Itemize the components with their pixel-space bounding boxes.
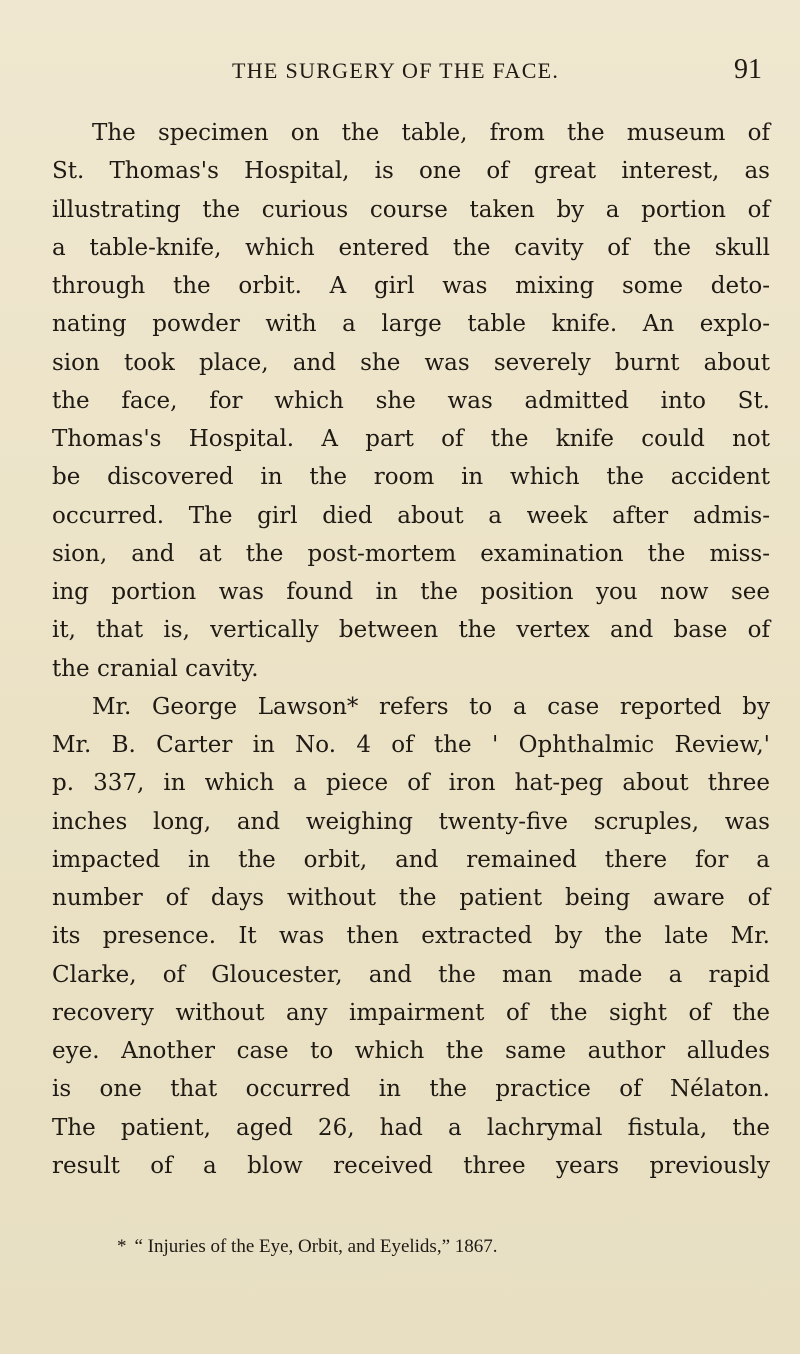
text-line: St. Thomas's Hospital, is one of great interest, as <box>52 158 770 185</box>
text-line: eye. Another case to which the same author alludes <box>52 1038 770 1064</box>
text-line: is one that occurred in the practice of Nélaton. <box>52 1076 770 1103</box>
text-line: a table-knife, which entered the cavity of the skull <box>52 234 770 261</box>
text-line: illustrating the curious course taken by a portion of <box>52 196 770 223</box>
text-line: impacted in the orbit, and remained there for a <box>52 846 770 873</box>
text-line: result of a blow received three years previously <box>52 1152 770 1179</box>
text-line: Thomas's Hospital. A part of the knife could not <box>52 426 770 452</box>
text-line: through the orbit. A girl was mixing some deto- <box>52 273 770 299</box>
text-line: sion took place, and she was severely burnt about <box>52 349 770 376</box>
text-line: the cranial cavity. <box>52 655 259 682</box>
text-line: be discovered in the room in which the accident <box>52 464 770 491</box>
text-line: the face, for which she was admitted into St. <box>52 387 770 414</box>
page-number: 91 <box>734 54 762 85</box>
text-line: number of days without the patient being aware of <box>52 885 770 911</box>
footnote-text: “ Injuries of the Eye, Orbit, and Eyelids,” 1867. <box>134 1236 498 1257</box>
text-line: p. 337, in which a piece of iron hat-peg about three <box>52 770 770 797</box>
page-header <box>52 54 772 92</box>
text-line: Clarke, of Gloucester, and the man made a rapid <box>52 961 770 988</box>
text-line: recovery without any impairment of the sight of the <box>52 999 770 1026</box>
body-text <box>52 114 770 1185</box>
footnote <box>117 1236 498 1258</box>
text-line: it, that is, vertically between the vertex and base of <box>52 617 770 644</box>
text-line: Mr. B. Carter in No. 4 of the ' Ophthalmic Review,' <box>52 732 770 758</box>
text-line: The specimen on the table, from the museum of <box>92 120 770 146</box>
text-line: occurred. The girl died about a week after admis- <box>52 502 770 529</box>
text-line: inches long, and weighing twenty-five scruples, was <box>52 808 770 835</box>
text-line: ing portion was found in the position you now see <box>52 579 770 605</box>
text-line: its presence. It was then extracted by the late Mr. <box>52 923 770 950</box>
running-head: THE SURGERY OF THE FACE. <box>232 58 560 83</box>
footnote-mark: * <box>117 1236 127 1257</box>
text-line: Mr. George Lawson* refers to a case reported by <box>92 693 770 720</box>
text-line: The patient, aged 26, had a lachrymal fistula, the <box>52 1114 770 1141</box>
text-line: nating powder with a large table knife. An explo- <box>52 311 770 338</box>
text-line: sion, and at the post-mortem examination the miss- <box>52 540 770 567</box>
